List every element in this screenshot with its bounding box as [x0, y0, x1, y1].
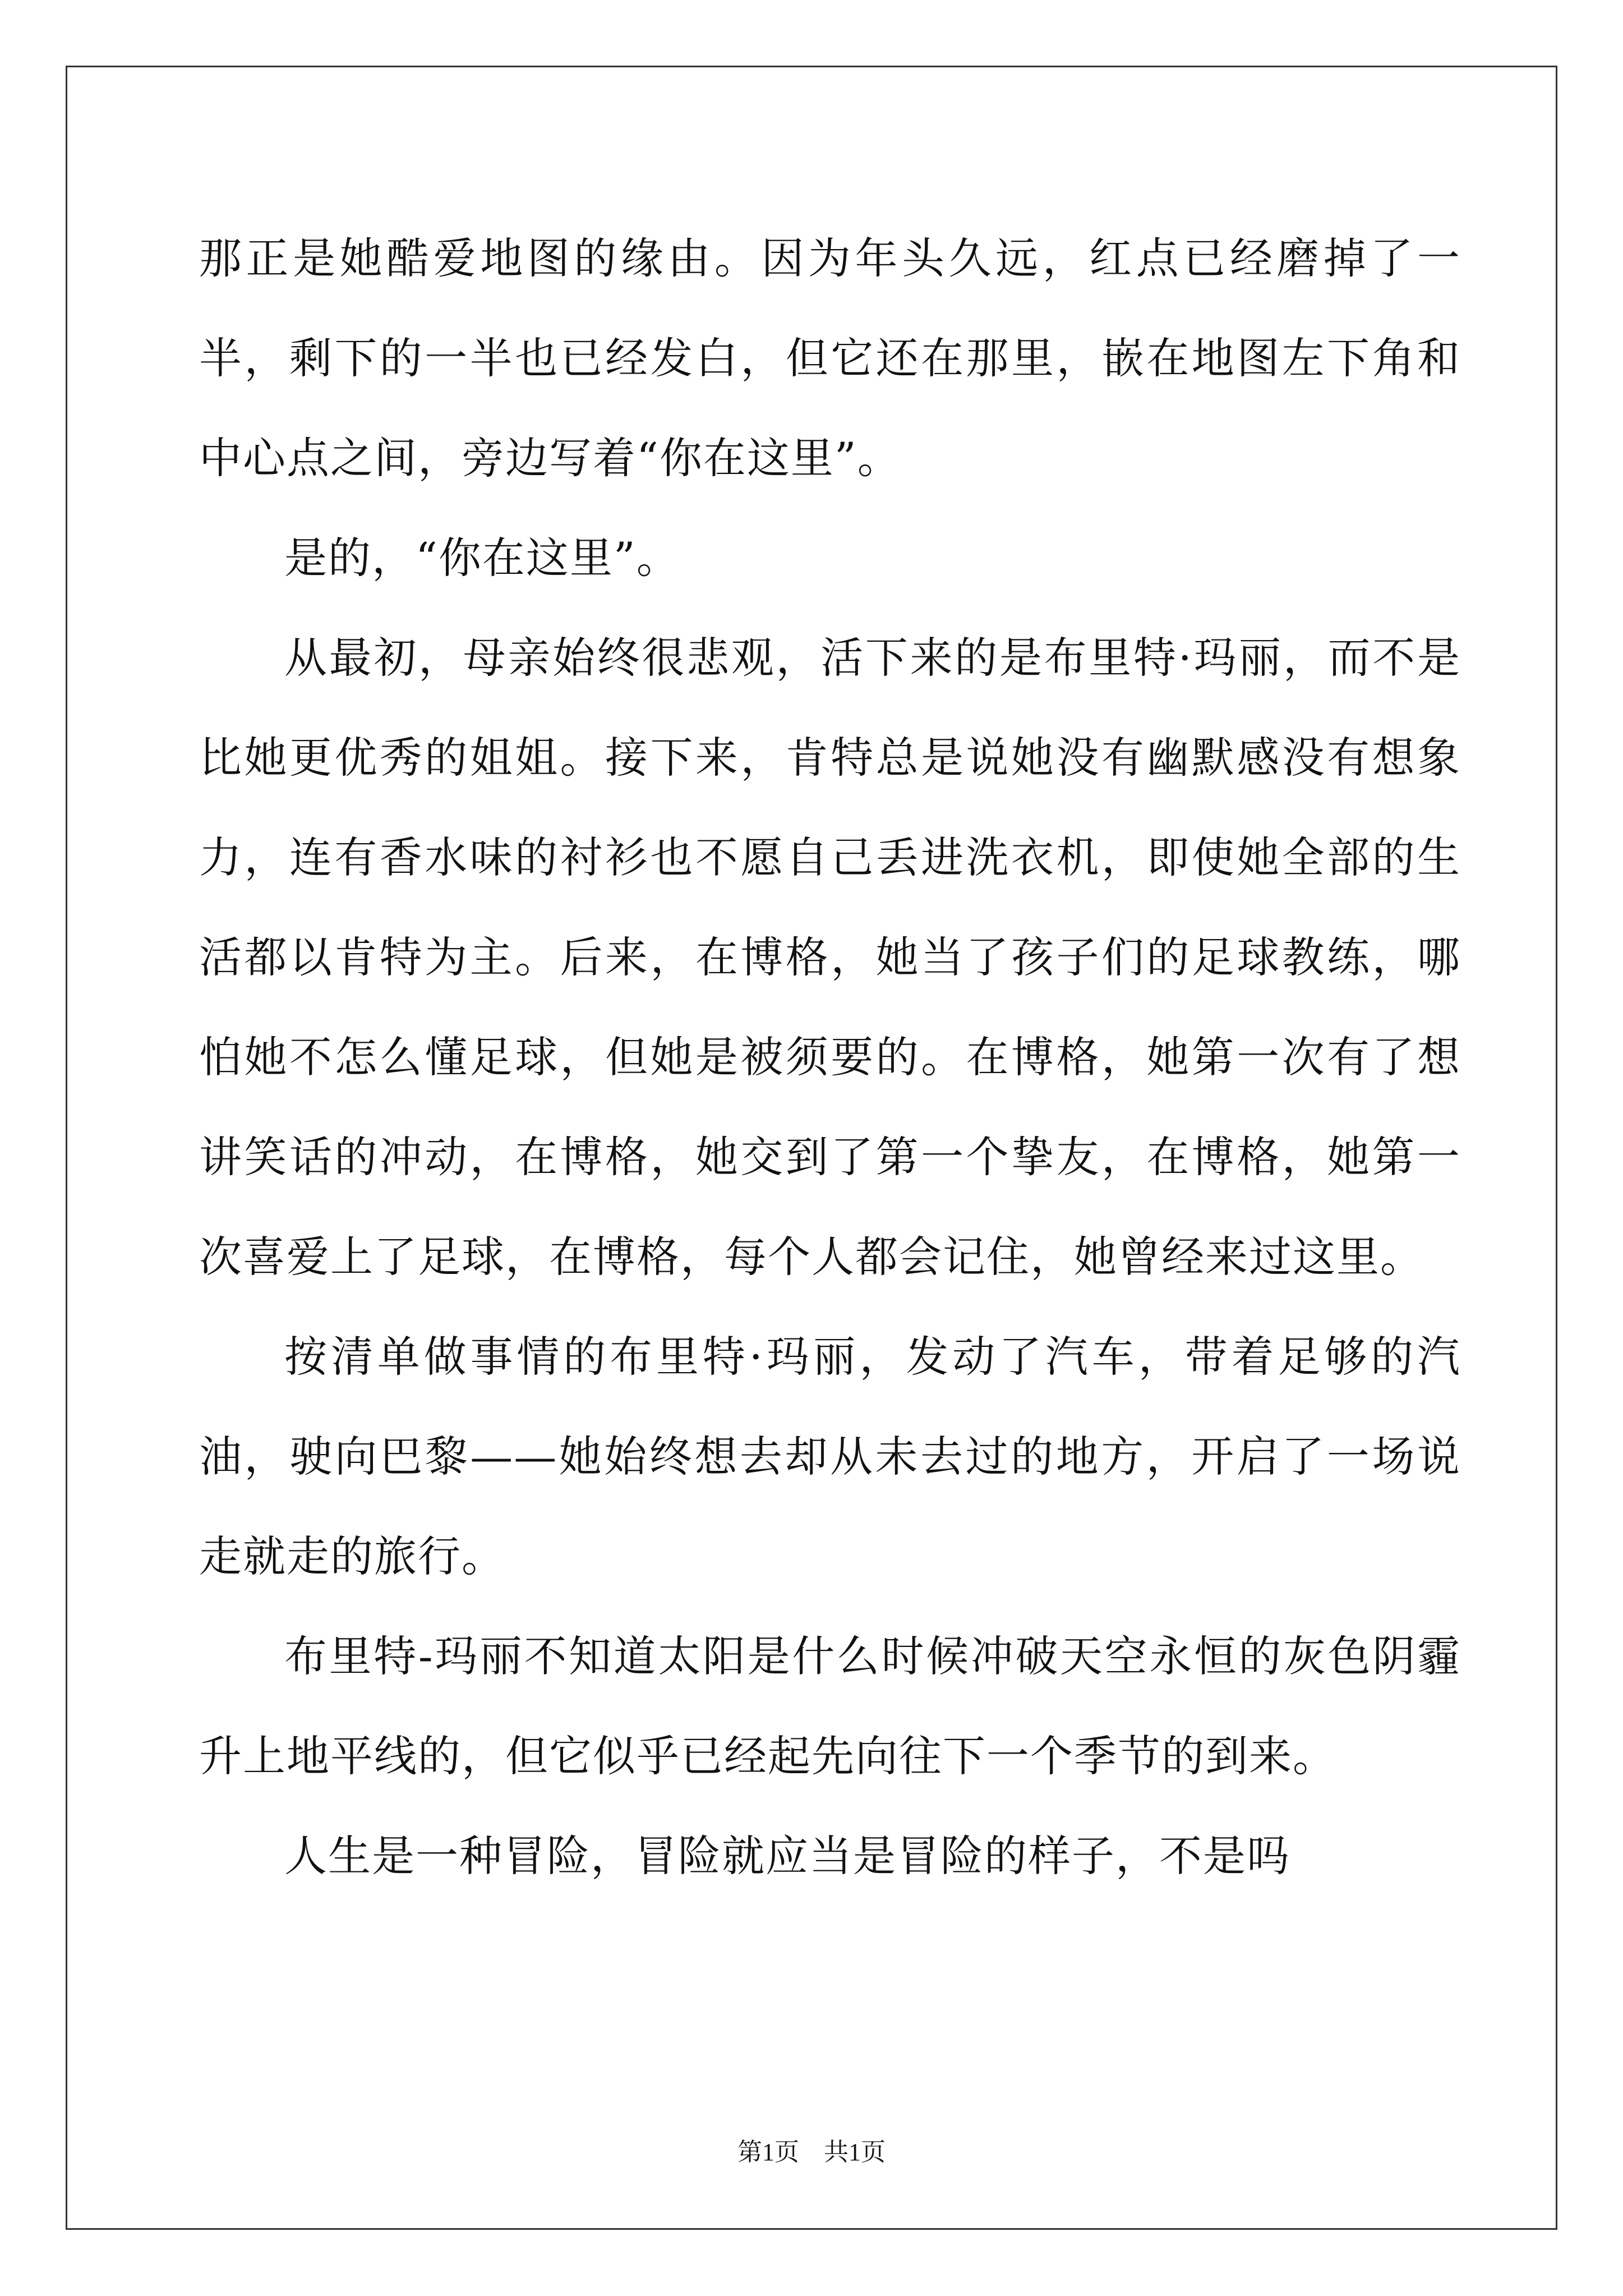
paragraph-3: 从最初，母亲始终很悲观，活下来的是布里特·玛丽，而不是比她更优秀的姐姐。接下来，肯特总是说她没有幽默感没有想象力，连有香水味的衬衫也不愿自己丢进洗衣机，即使她全部的生活都以肯特为主。后来，在博格，她当了孩子们的足球教练，哪怕她不怎么懂足球，但她是被须要的。在博格，她第一次有了想讲笑话的冲动，在博格，她交到了第一个挚友，在博格，她第一次喜爱上了足球，在博格，每个人都会记住，她曾经来过这里。 — [199, 633, 1461, 1282]
paragraph-1: 那正是她酷爱地图的缘由。因为年头久远，红点已经磨掉了一半，剩下的一半也已经发白，但它还在那里，嵌在地图左下角和中心点之间，旁边写着“你在这里”。 — [199, 233, 1461, 483]
document-body — [199, 209, 1461, 1906]
paragraph-6: 人生是一种冒险，冒险就应当是冒险的样子，不是吗 — [284, 1831, 1290, 1881]
paragraph-4: 按清单做事情的布里特·玛丽，发动了汽车，带着足够的汽油，驶向巴黎——她始终想去却从未去过的地方，开启了一场说走就走的旅行。 — [199, 1332, 1461, 1581]
paragraph-5: 布里特-玛丽不知道太阳是什么时候冲破天空永恒的灰色阴霾升上地平线的，但它似乎已经起先向往下一个季节的到来。 — [199, 1631, 1461, 1781]
paragraph-2: 是的，“你在这里”。 — [284, 533, 680, 583]
page-footer: 第1页 共1页 — [737, 2138, 886, 2166]
